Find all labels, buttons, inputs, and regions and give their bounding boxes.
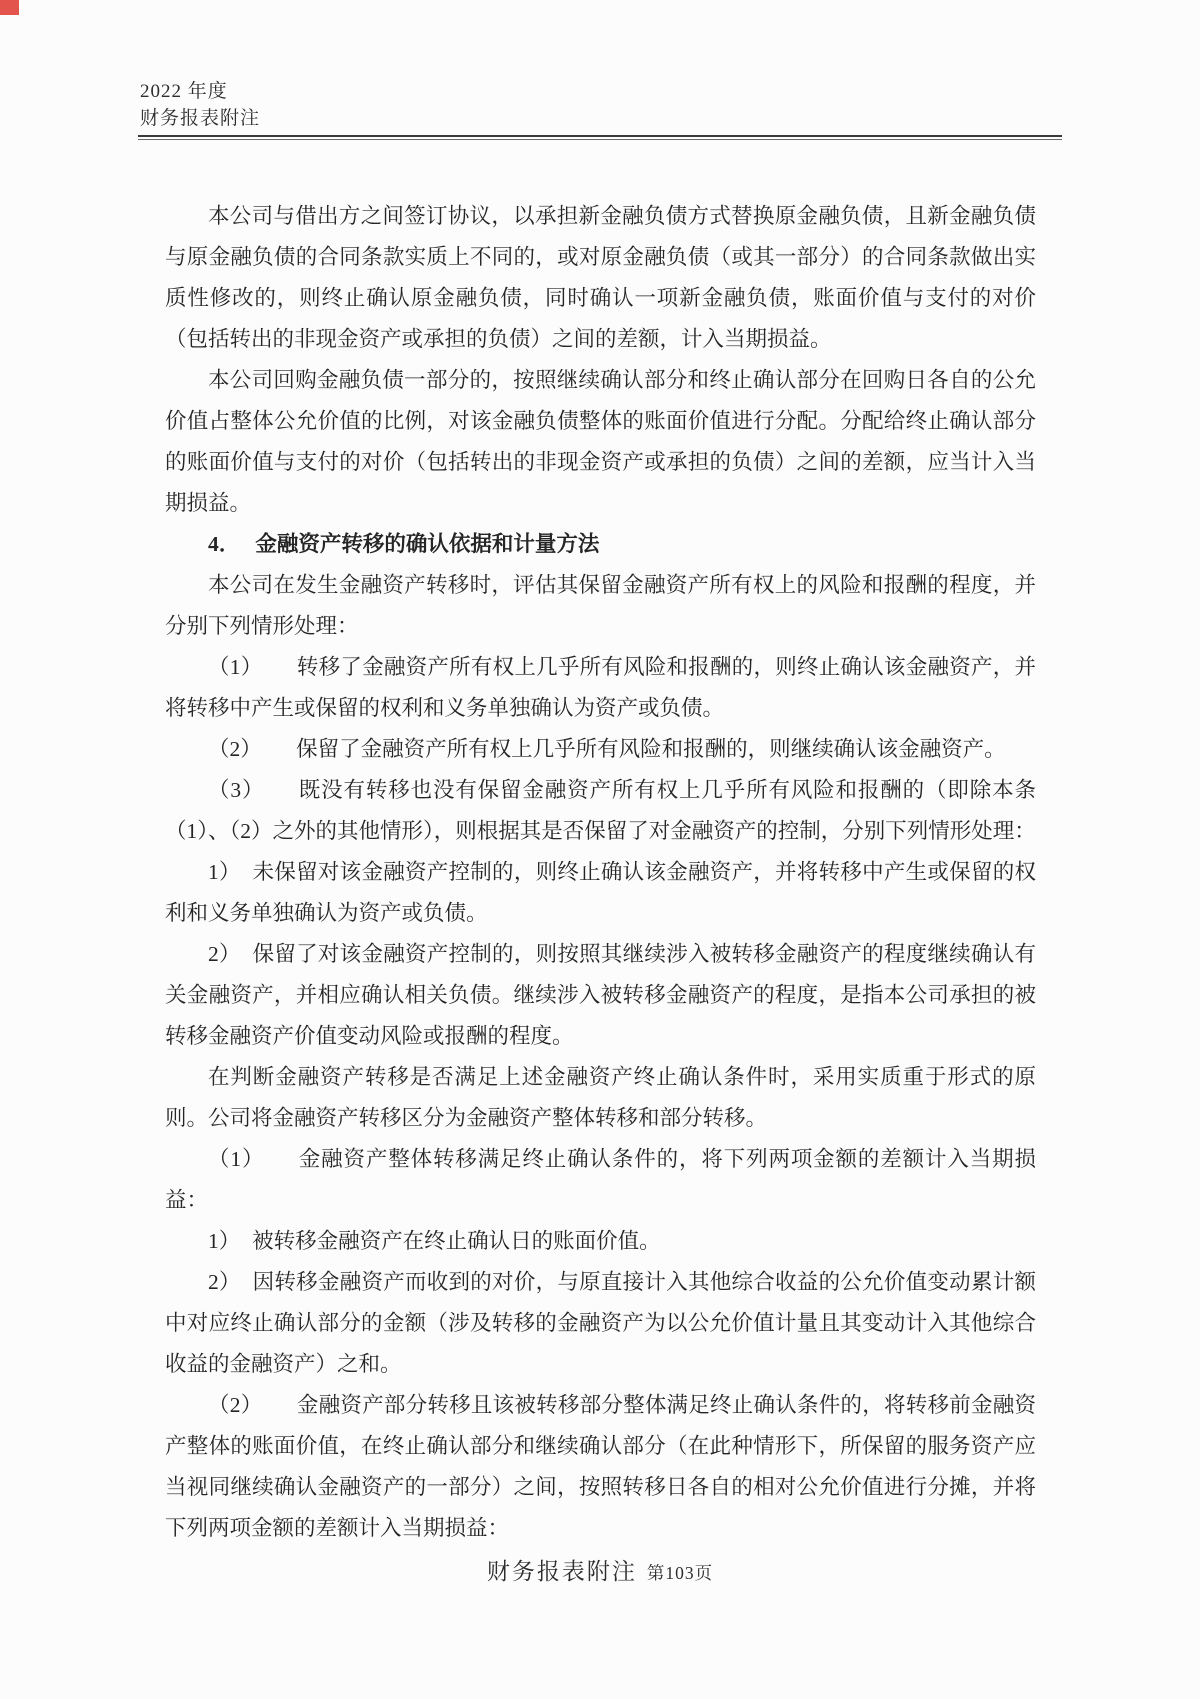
footer-title: 财务报表附注 — [486, 1559, 637, 1584]
paragraph-text: 本公司在发生金融资产转移时，评估其保留金融资产所有权上的风险和报酬的程度，并分别下列情形处理： — [165, 573, 1036, 638]
list-label: （1） — [208, 655, 263, 679]
paragraph-text: 金融资产转移的确认依据和计量方法 — [255, 532, 600, 556]
paragraph-text: 保留了对该金融资产控制的，则按照其继续涉入被转移金融资产的程度继续确认有关金融资产，并相应确认相关负债。继续涉入被转移金融资产的程度，是指本公司承担的被转移金融资产价值变动风险或报酬的程度。 — [165, 942, 1036, 1048]
paragraph — [165, 1262, 1036, 1385]
paragraph-text: 本公司回购金融负债一部分的，按照继续确认部分和终止确认部分在回购日各自的公允价值占整体公允价值的比例，对该金融负债整体的账面价值进行分配。分配给终止确认部分的账面价值与支付的对价（包括转出的非现金资产或承担的负债）之间的差额，应当计入当期损益。 — [165, 368, 1036, 515]
paragraph-text: 保留了金融资产所有权上几乎所有风险和报酬的，则继续确认该金融资产。 — [296, 737, 1006, 761]
paragraph — [165, 360, 1036, 524]
section-heading — [165, 524, 1036, 565]
paragraph — [165, 647, 1036, 729]
list-label: 4． — [208, 532, 241, 556]
paragraph-text: 因转移金融资产而收到的对价，与原直接计入其他综合收益的公允价值变动累计额中对应终止确认部分的金额（涉及转移的金融资产为以公允价值计量且其变动计入其他综合收益的金融资产）之和。 — [165, 1270, 1036, 1376]
paragraph-text: 金融资产整体转移满足终止确认条件的，将下列两项金额的差额计入当期损益： — [165, 1147, 1036, 1212]
page-footer — [0, 1553, 1200, 1586]
paragraph-text: 未保留对该金融资产控制的，则终止确认该金融资产，并将转移中产生或保留的权利和义务单独确认为资产或负债。 — [165, 860, 1036, 925]
header-year-line: 2022 年度 — [140, 81, 228, 102]
header-title-line: 财务报表附注 — [140, 108, 261, 129]
paragraph-text: 既没有转移也没有保留金融资产所有权上几乎所有风险和报酬的（即除本条（1）、（2）之外的其他情形），则根据其是否保留了对金融资产的控制，分别下列情形处理： — [165, 778, 1036, 843]
paragraph-text: 在判断金融资产转移是否满足上述金融资产终止确认条件时，采用实质重于形式的原则。公司将金融资产转移区分为金融资产整体转移和部分转移。 — [165, 1065, 1036, 1130]
list-label: （2） — [208, 737, 262, 761]
red-corner-mark — [0, 0, 19, 15]
page-header — [140, 78, 1062, 132]
paragraph — [165, 1139, 1036, 1221]
paragraph-text: 本公司与借出方之间签订协议，以承担新金融负债方式替换原金融负债，且新金融负债与原金融负债的合同条款实质上不同的，或对原金融负债（或其一部分）的合同条款做出实质性修改的，则终止确认原金融负债，同时确认一项新金融负债，账面价值与支付的对价（包括转出的非现金资产或承担的负债）之间的差额，计入当期损益。 — [165, 204, 1036, 351]
paragraph — [165, 770, 1036, 852]
list-label: 1） — [208, 860, 241, 884]
document-body — [165, 196, 1036, 1549]
paragraph — [165, 1385, 1036, 1549]
paragraph-text: 被转移金融资产在终止确认日的账面价值。 — [252, 1229, 661, 1253]
list-label: 1） — [208, 1229, 241, 1253]
list-label: （3） — [208, 778, 265, 802]
paragraph — [165, 196, 1036, 360]
paragraph — [165, 852, 1036, 934]
paragraph — [165, 729, 1036, 770]
list-label: （2） — [208, 1393, 263, 1417]
header-rule — [138, 135, 1062, 140]
list-label: 2） — [208, 1270, 241, 1294]
paragraph — [165, 934, 1036, 1057]
paragraph — [165, 1221, 1036, 1262]
paragraph — [165, 565, 1036, 647]
list-label: （1） — [208, 1147, 265, 1171]
list-label: 2） — [208, 942, 241, 966]
paragraph-text: 金融资产部分转移且该被转移部分整体满足终止确认条件的，将转移前金融资产整体的账面价值，在终止确认部分和继续确认部分（在此种情形下，所保留的服务资产应当视同继续确认金融资产的一部分）之间，按照转移日各自的相对公允价值进行分摊，并将下列两项金额的差额计入当期损益： — [165, 1393, 1036, 1540]
paragraph-text: 转移了金融资产所有权上几乎所有风险和报酬的，则终止确认该金融资产，并将转移中产生或保留的权利和义务单独确认为资产或负债。 — [165, 655, 1036, 720]
paragraph — [165, 1057, 1036, 1139]
footer-page-number: 第103页 — [646, 1563, 714, 1583]
